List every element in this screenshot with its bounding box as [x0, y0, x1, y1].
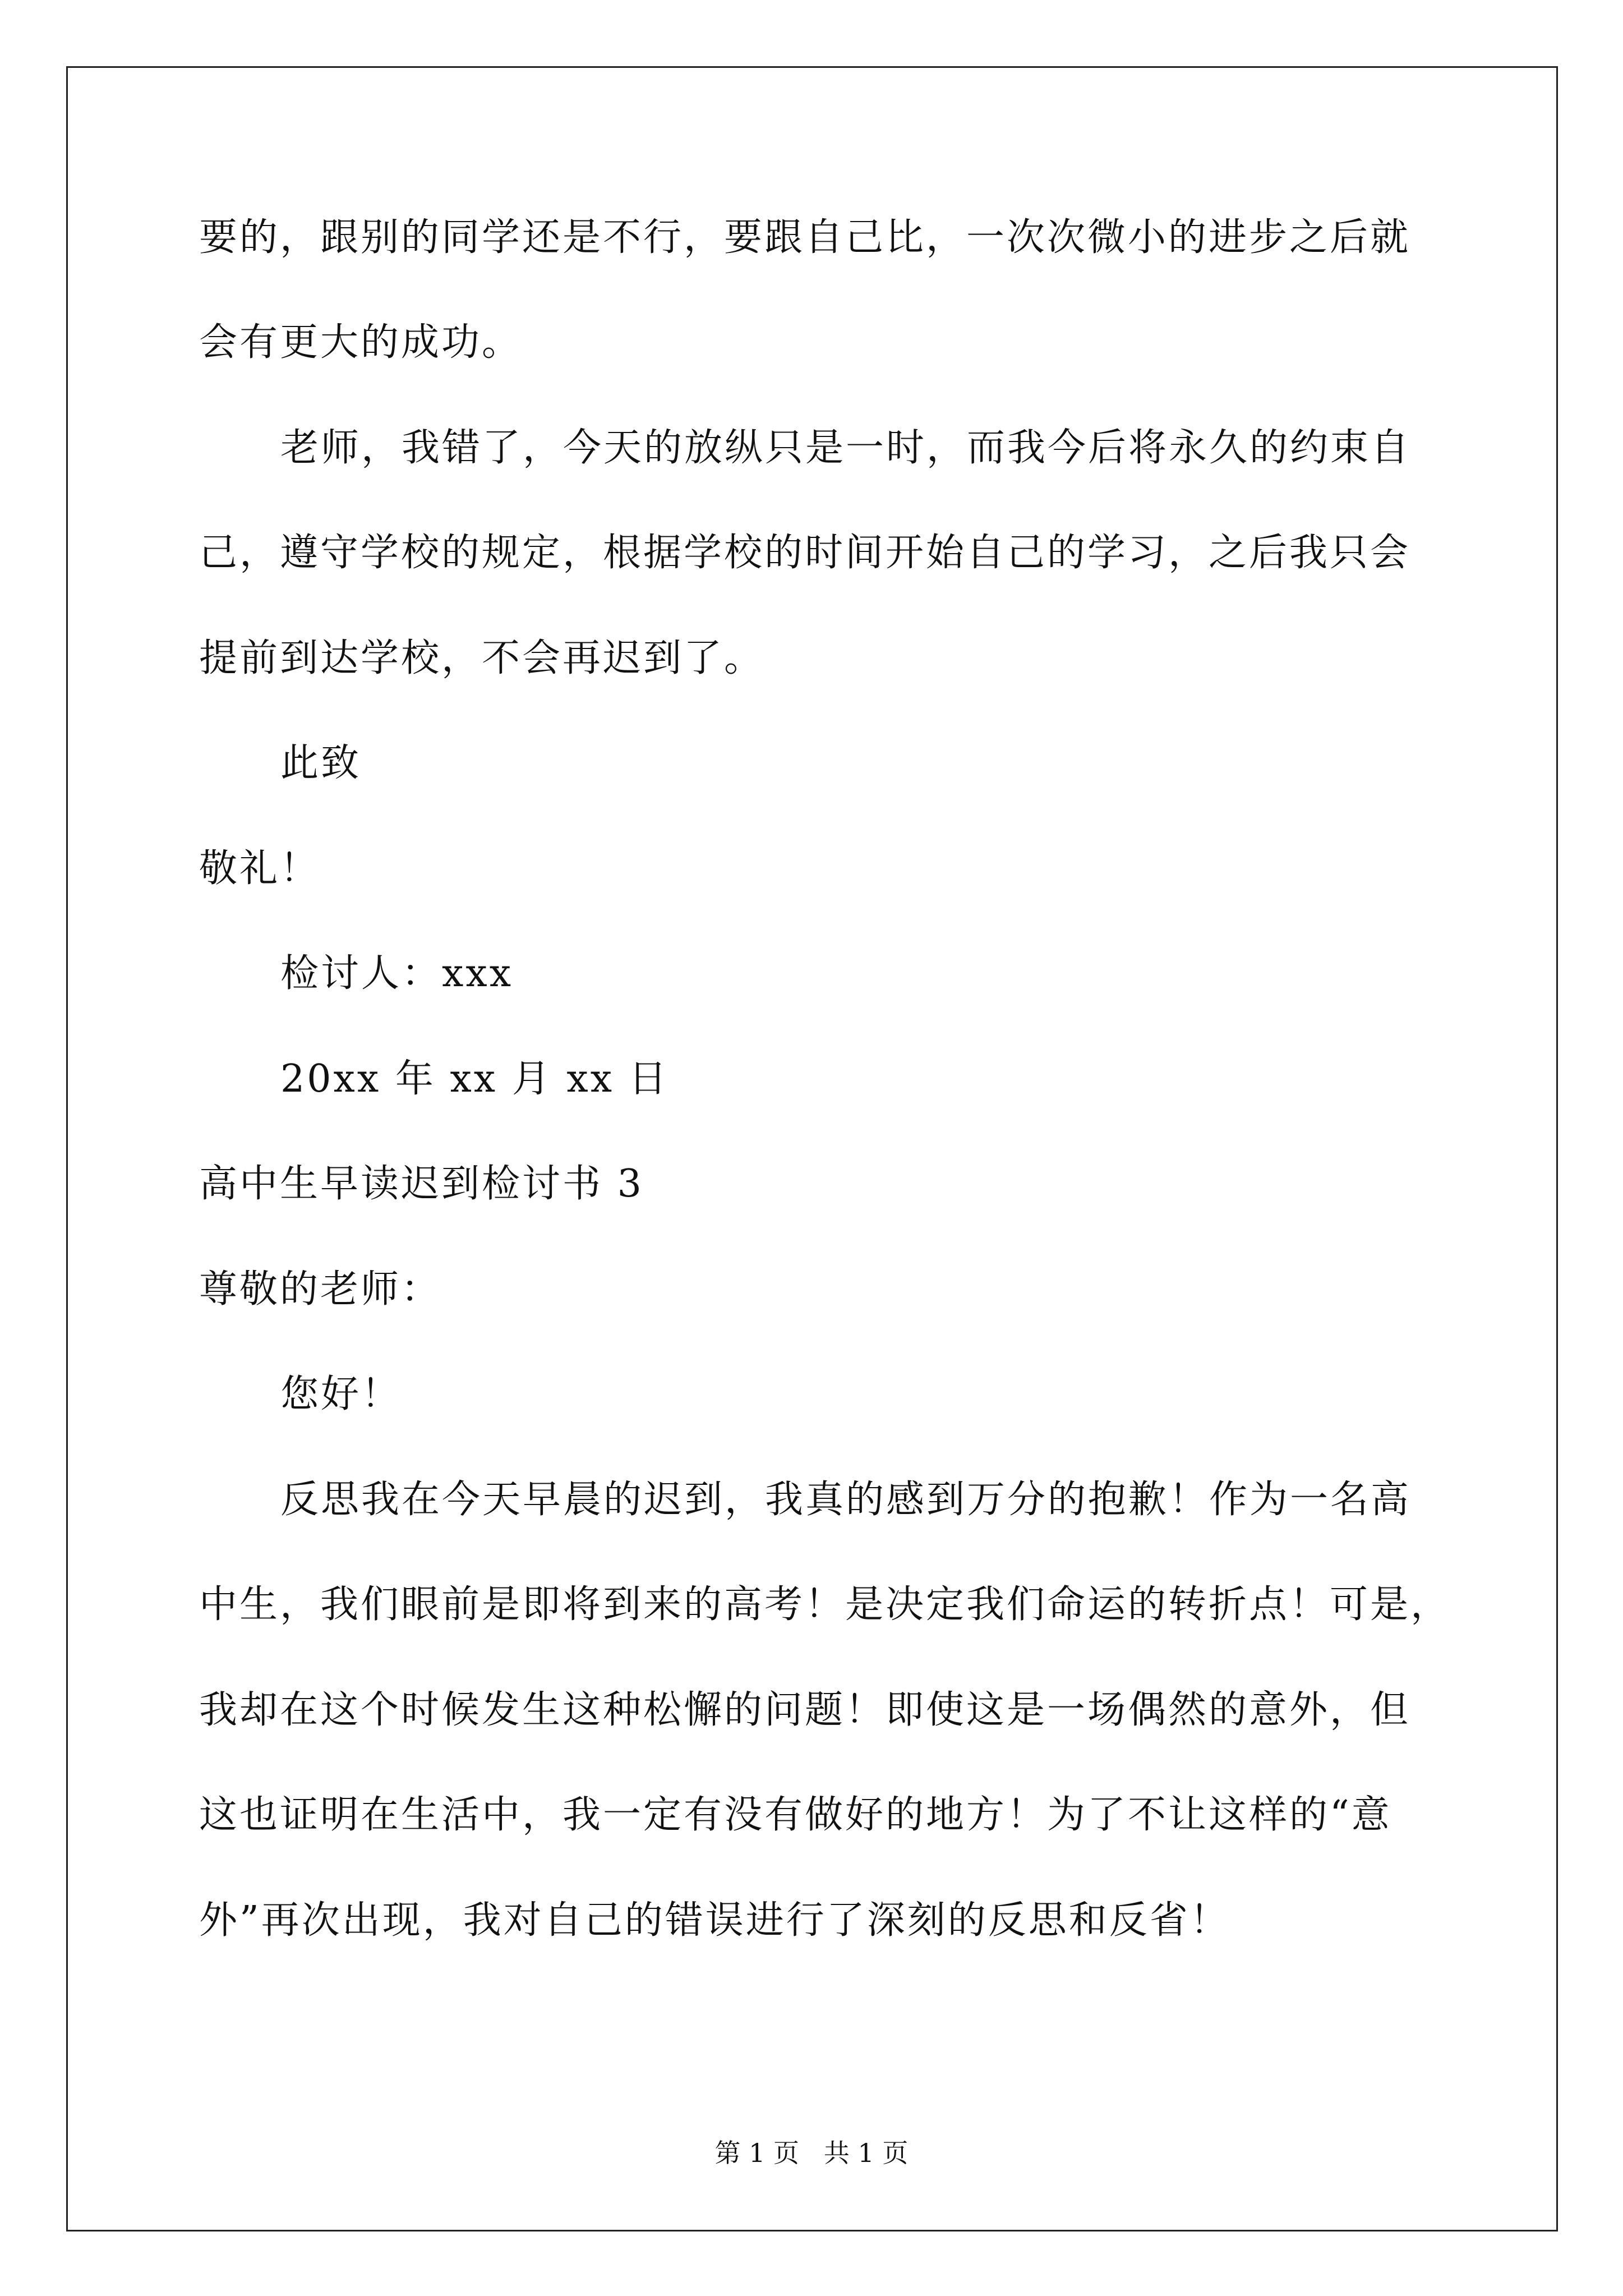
salutation-cizhi: 此致	[280, 741, 362, 785]
hello-line: 您好！	[280, 1372, 402, 1416]
salutation-jingli: 敬礼！	[199, 846, 321, 891]
text-line-2: 会有更大的成功。	[199, 320, 523, 365]
signer-line: 检讨人：xxx	[280, 951, 514, 996]
text-line-3: 老师，我错了，今天的放纵只是一时，而我今后将永久的约束自	[280, 426, 1412, 470]
date-line: 20xx 年 xx 月 xx 日	[280, 1057, 669, 1101]
greeting-line: 尊敬的老师：	[199, 1267, 442, 1312]
page-footer: 第 1 页 共 1 页	[714, 2138, 909, 2168]
text-line-1: 要的，跟别的同学还是不行，要跟自己比，一次次微小的进步之后就	[199, 215, 1411, 260]
text-line-17: 外”再次出现，我对自己的错误进行了深刻的反思和反省！	[199, 1898, 1230, 1943]
text-line-14: 中生，我们眼前是即将到来的高考！是决定我们命运的转折点！可是，	[199, 1582, 1451, 1627]
text-line-13: 反思我在今天早晨的迟到，我真的感到万分的抱歉！作为一名高	[280, 1478, 1412, 1522]
section-title: 高中生早读迟到检讨书 3	[199, 1162, 644, 1206]
text-line-4: 己，遵守学校的规定，根据学校的时间开始自己的学习，之后我只会	[199, 531, 1411, 575]
text-line-16: 这也证明在生活中，我一定有没有做好的地方！为了不让这样的“意	[199, 1793, 1392, 1837]
text-line-15: 我却在这个时候发生这种松懈的问题！即使这是一场偶然的意外，但	[199, 1688, 1411, 1732]
text-line-5: 提前到达学校，不会再迟到了。	[199, 636, 765, 680]
